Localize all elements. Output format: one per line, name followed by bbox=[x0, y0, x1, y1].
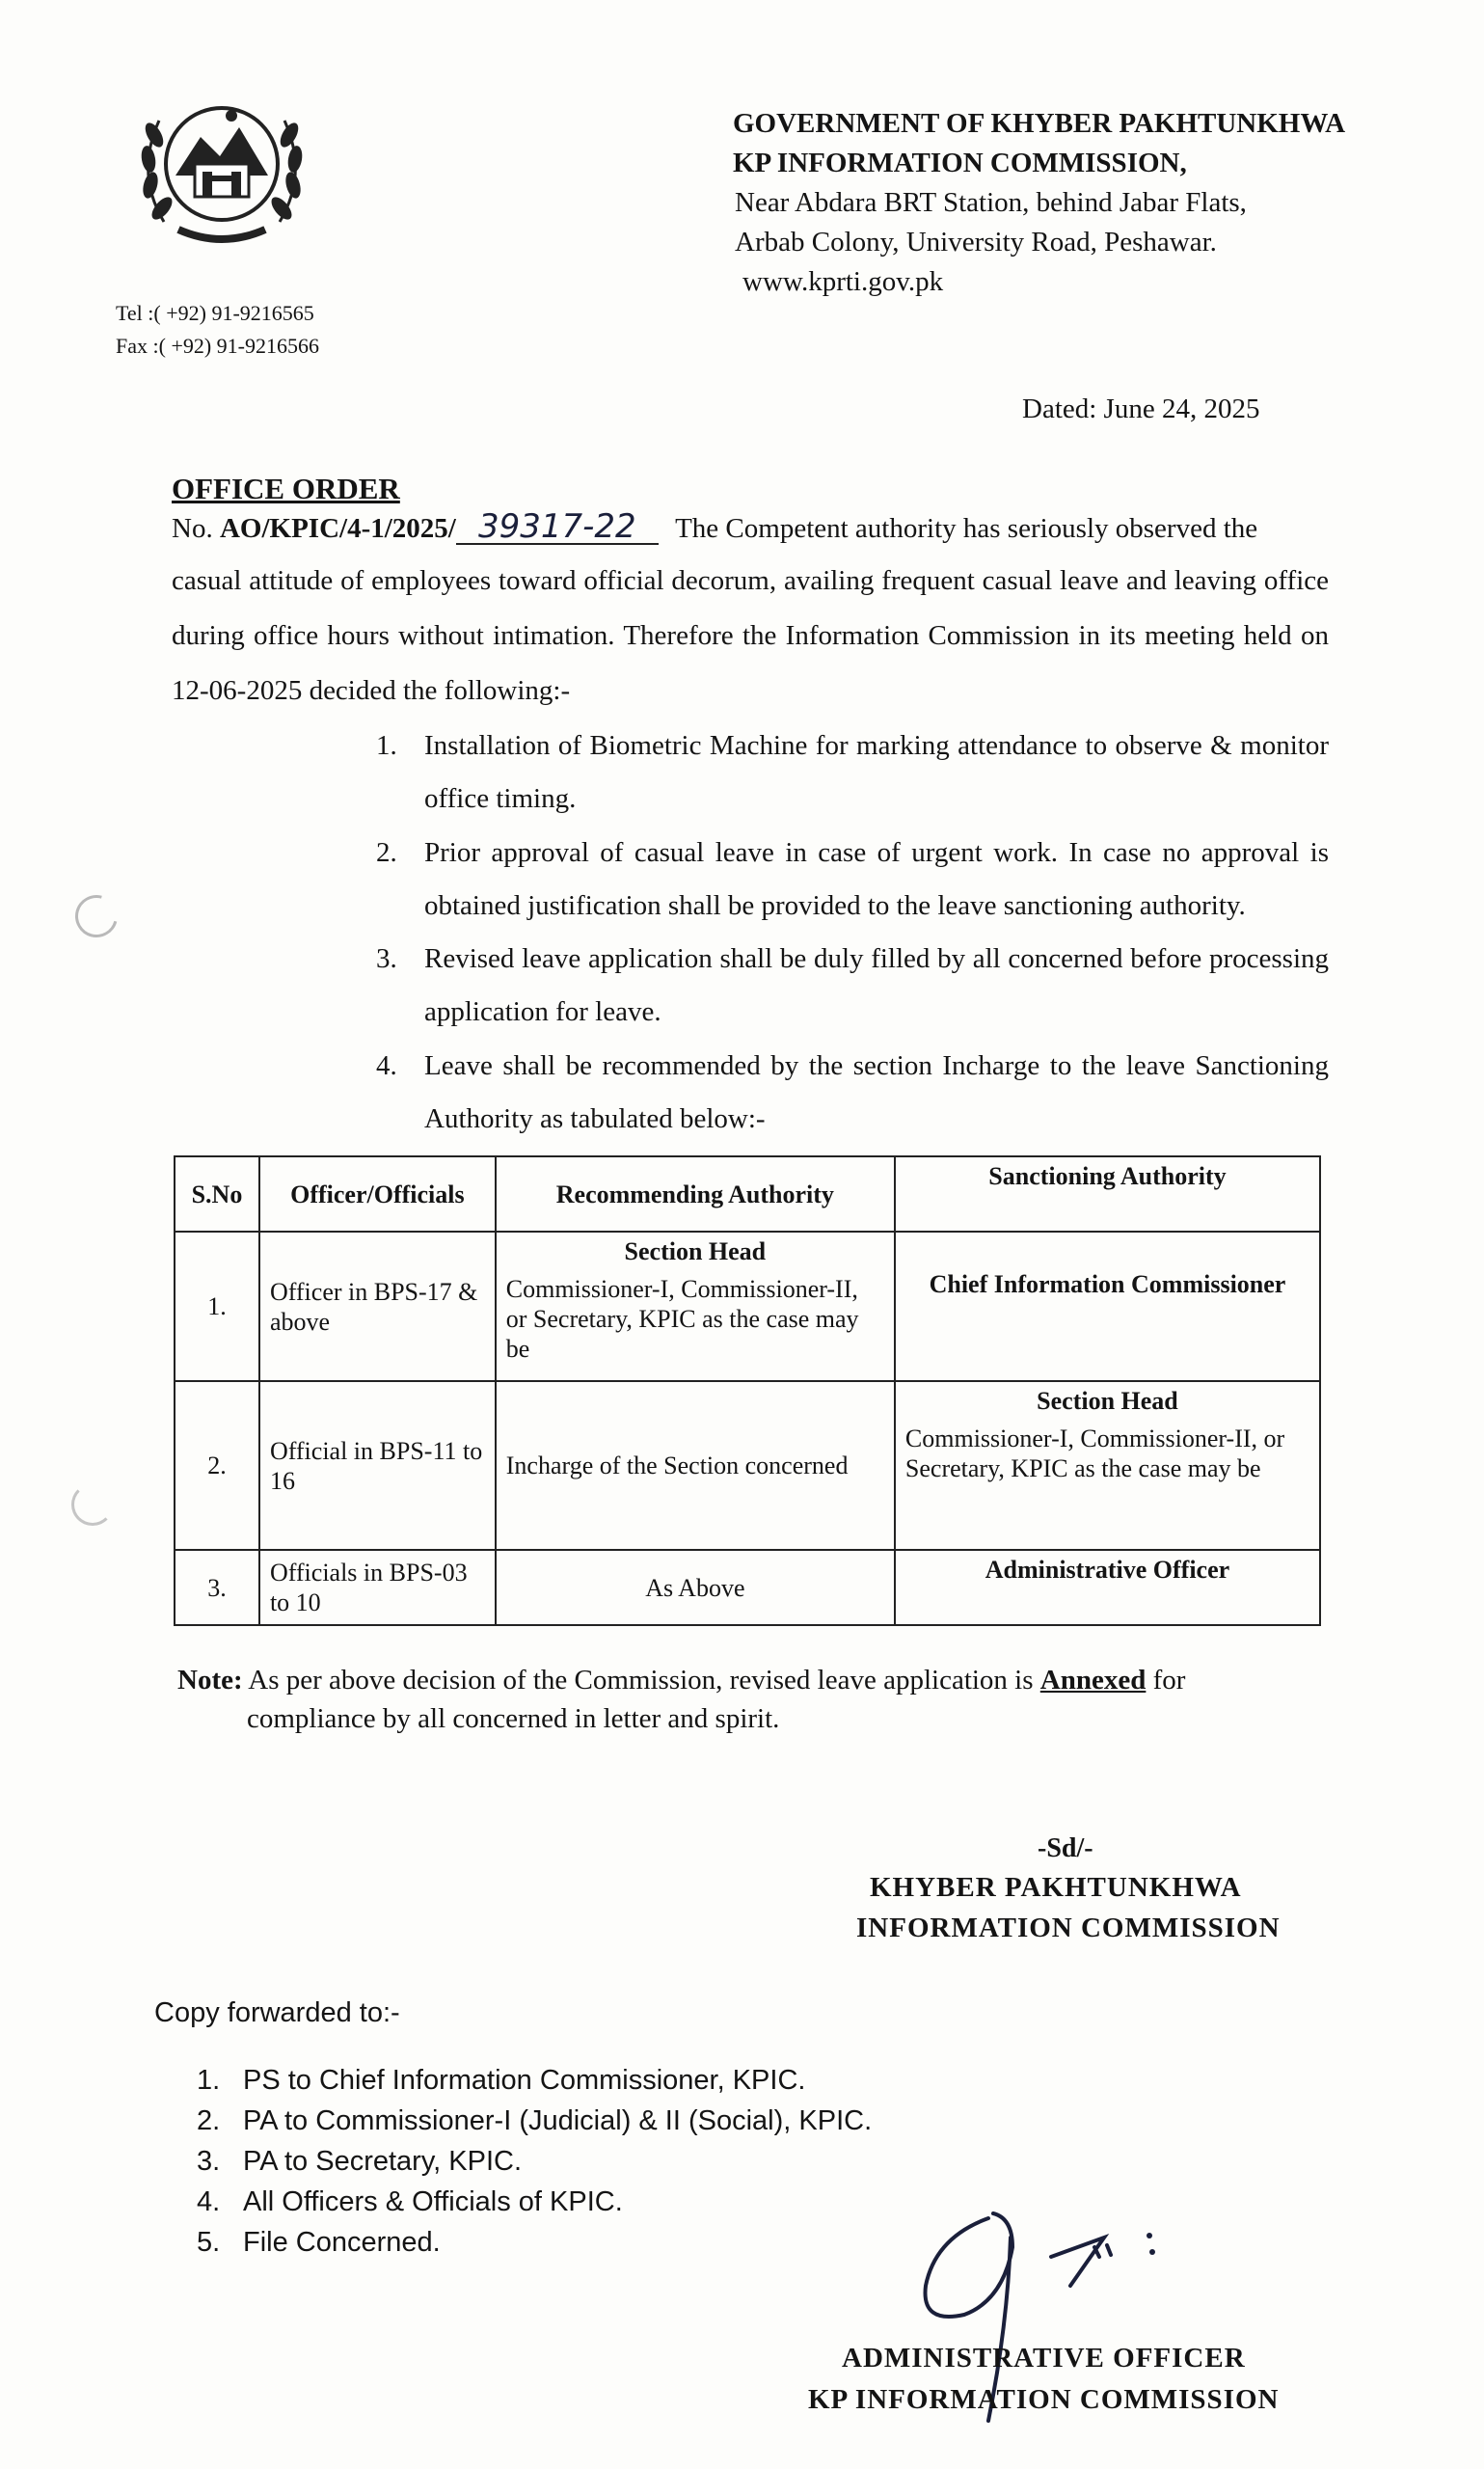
decision-number: 3. bbox=[376, 943, 397, 974]
sanctioning-head: Chief Information Commissioner bbox=[929, 1270, 1286, 1298]
signature-title-2: KP INFORMATION COMMISSION bbox=[808, 2384, 1280, 2415]
row-officer: Officer in BPS-17 & above bbox=[259, 1232, 496, 1381]
fax-number: Fax :( +92) 91-9216566 bbox=[116, 334, 319, 358]
copy-number: 4. bbox=[197, 2186, 221, 2217]
sanctioning-head: Administrative Officer bbox=[985, 1556, 1230, 1584]
copy-item bbox=[197, 2140, 522, 2183]
row-sno: 2. bbox=[175, 1381, 259, 1550]
copy-text: PA to Secretary, KPIC. bbox=[243, 2146, 523, 2177]
row-sanctioning bbox=[895, 1381, 1320, 1550]
copy-text: File Concerned. bbox=[243, 2227, 441, 2258]
punch-hole bbox=[71, 1483, 114, 1526]
row-officer: Officials in BPS-03 to 10 bbox=[259, 1550, 496, 1625]
copy-text: All Officers & Officials of KPIC. bbox=[243, 2186, 623, 2217]
decision-text: Revised leave application shall be duly filled by all concerned before processing application for leave. bbox=[424, 943, 1329, 1027]
paragraph-first-line: The Competent authority has seriously observed the bbox=[675, 513, 1258, 544]
decision-text: Prior approval of casual leave in case of urgent work. In case no approval is obtained justification shall be provided to the leave sanctioning authority. bbox=[424, 837, 1329, 921]
header-recommending: Recommending Authority bbox=[496, 1156, 895, 1232]
decision-number: 1. bbox=[376, 730, 397, 761]
row-sanctioning bbox=[895, 1232, 1320, 1381]
note-label: Note: bbox=[177, 1665, 243, 1696]
note-line-2: compliance by all concerned in letter and spirit. bbox=[247, 1703, 780, 1734]
table-row bbox=[175, 1381, 1320, 1550]
address-line-1: Near Abdara BRT Station, behind Jabar Flats, bbox=[735, 187, 1247, 218]
recommending-text: Commissioner-I, Commissioner-II, or Secretary, KPIC as the case may be bbox=[505, 1275, 859, 1363]
commission-name: KP INFORMATION COMMISSION, bbox=[733, 148, 1187, 178]
sanctioning-head: Section Head bbox=[1037, 1387, 1178, 1415]
decision-item bbox=[376, 719, 1331, 826]
handwritten-order-number: 39317-22 bbox=[456, 510, 659, 545]
order-paragraph: casual attitude of employees toward official decorum, availing frequent casual leave and leaving office during office hours without intimation. Therefore the Information Commission in its meeting held on 12-06-2025 decided the following:- bbox=[172, 565, 1329, 706]
copy-number: 3. bbox=[197, 2146, 221, 2177]
row-sno: 1. bbox=[175, 1232, 259, 1381]
decision-item bbox=[376, 933, 1331, 1039]
copy-number: 5. bbox=[197, 2227, 221, 2258]
note-text-after: for bbox=[1152, 1665, 1186, 1696]
sd-mark: -Sd/- bbox=[1038, 1833, 1093, 1863]
table-row bbox=[175, 1550, 1320, 1625]
row-sno: 3. bbox=[175, 1550, 259, 1625]
office-order-heading: OFFICE ORDER bbox=[172, 472, 400, 505]
header-sanctioning: Sanctioning Authority bbox=[895, 1156, 1320, 1232]
website: www.kprti.gov.pk bbox=[742, 266, 944, 297]
recommending-head: Section Head bbox=[624, 1237, 767, 1265]
decision-item bbox=[376, 827, 1331, 933]
copy-heading: Copy forwarded to:- bbox=[154, 1997, 400, 2028]
decision-item bbox=[376, 1040, 1331, 1146]
header-sno: S.No bbox=[175, 1156, 259, 1232]
header-officer: Officer/Officials bbox=[259, 1156, 496, 1232]
order-no-prefix: No. bbox=[172, 513, 213, 544]
table-header-row bbox=[175, 1156, 1320, 1232]
dated: Dated: June 24, 2025 bbox=[1022, 393, 1260, 424]
row-recommending: Incharge of the Section concerned bbox=[496, 1381, 895, 1550]
order-number-line bbox=[172, 508, 1329, 549]
table-row bbox=[175, 1232, 1320, 1381]
org-name: GOVERNMENT OF KHYBER PAKHTUNKHWA bbox=[733, 108, 1346, 139]
row-sanctioning bbox=[895, 1550, 1320, 1625]
decision-number: 4. bbox=[376, 1050, 397, 1081]
kp-government-emblem-icon bbox=[125, 68, 318, 260]
leave-authority-table bbox=[174, 1155, 1321, 1626]
signoff-line-2: INFORMATION COMMISSION bbox=[856, 1913, 1281, 1943]
decision-text: Installation of Biometric Machine for marking attendance to observe & monitor office timing. bbox=[424, 730, 1329, 814]
row-recommending: As Above bbox=[496, 1550, 895, 1625]
note-line-1 bbox=[177, 1661, 1335, 1699]
row-recommending bbox=[496, 1232, 895, 1381]
annexed-link-text: Annexed bbox=[1039, 1665, 1147, 1696]
signature-title-1: ADMINISTRATIVE OFFICER bbox=[842, 2343, 1246, 2374]
decision-number: 2. bbox=[376, 837, 397, 868]
copy-item bbox=[197, 2100, 872, 2142]
copy-text: PA to Commissioner-I (Judicial) & II (Social), KPIC. bbox=[243, 2105, 873, 2136]
sanctioning-text: Commissioner-I, Commissioner-II, or Secretary, KPIC as the case may be bbox=[904, 1424, 1285, 1482]
copy-item bbox=[197, 2181, 623, 2223]
note-text: As per above decision of the Commission, revised leave application is bbox=[248, 1665, 1034, 1696]
copy-number: 1. bbox=[197, 2065, 221, 2096]
copy-item bbox=[197, 2221, 441, 2264]
punch-hole bbox=[67, 887, 125, 945]
decision-text: Leave shall be recommended by the section Incharge to the leave Sanctioning Authority as tabulated below:- bbox=[424, 1050, 1329, 1134]
order-reference: AO/KPIC/4-1/2025/ bbox=[219, 513, 456, 544]
copy-number: 2. bbox=[197, 2105, 221, 2136]
signoff-line-1: KHYBER PAKHTUNKHWA bbox=[870, 1872, 1242, 1903]
tel-number: Tel :( +92) 91-9216565 bbox=[116, 301, 314, 325]
copy-item bbox=[197, 2059, 805, 2102]
address-line-2: Arbab Colony, University Road, Peshawar. bbox=[735, 227, 1217, 258]
copy-text: PS to Chief Information Commissioner, KPIC. bbox=[243, 2065, 806, 2096]
row-officer: Official in BPS-11 to 16 bbox=[259, 1381, 496, 1550]
